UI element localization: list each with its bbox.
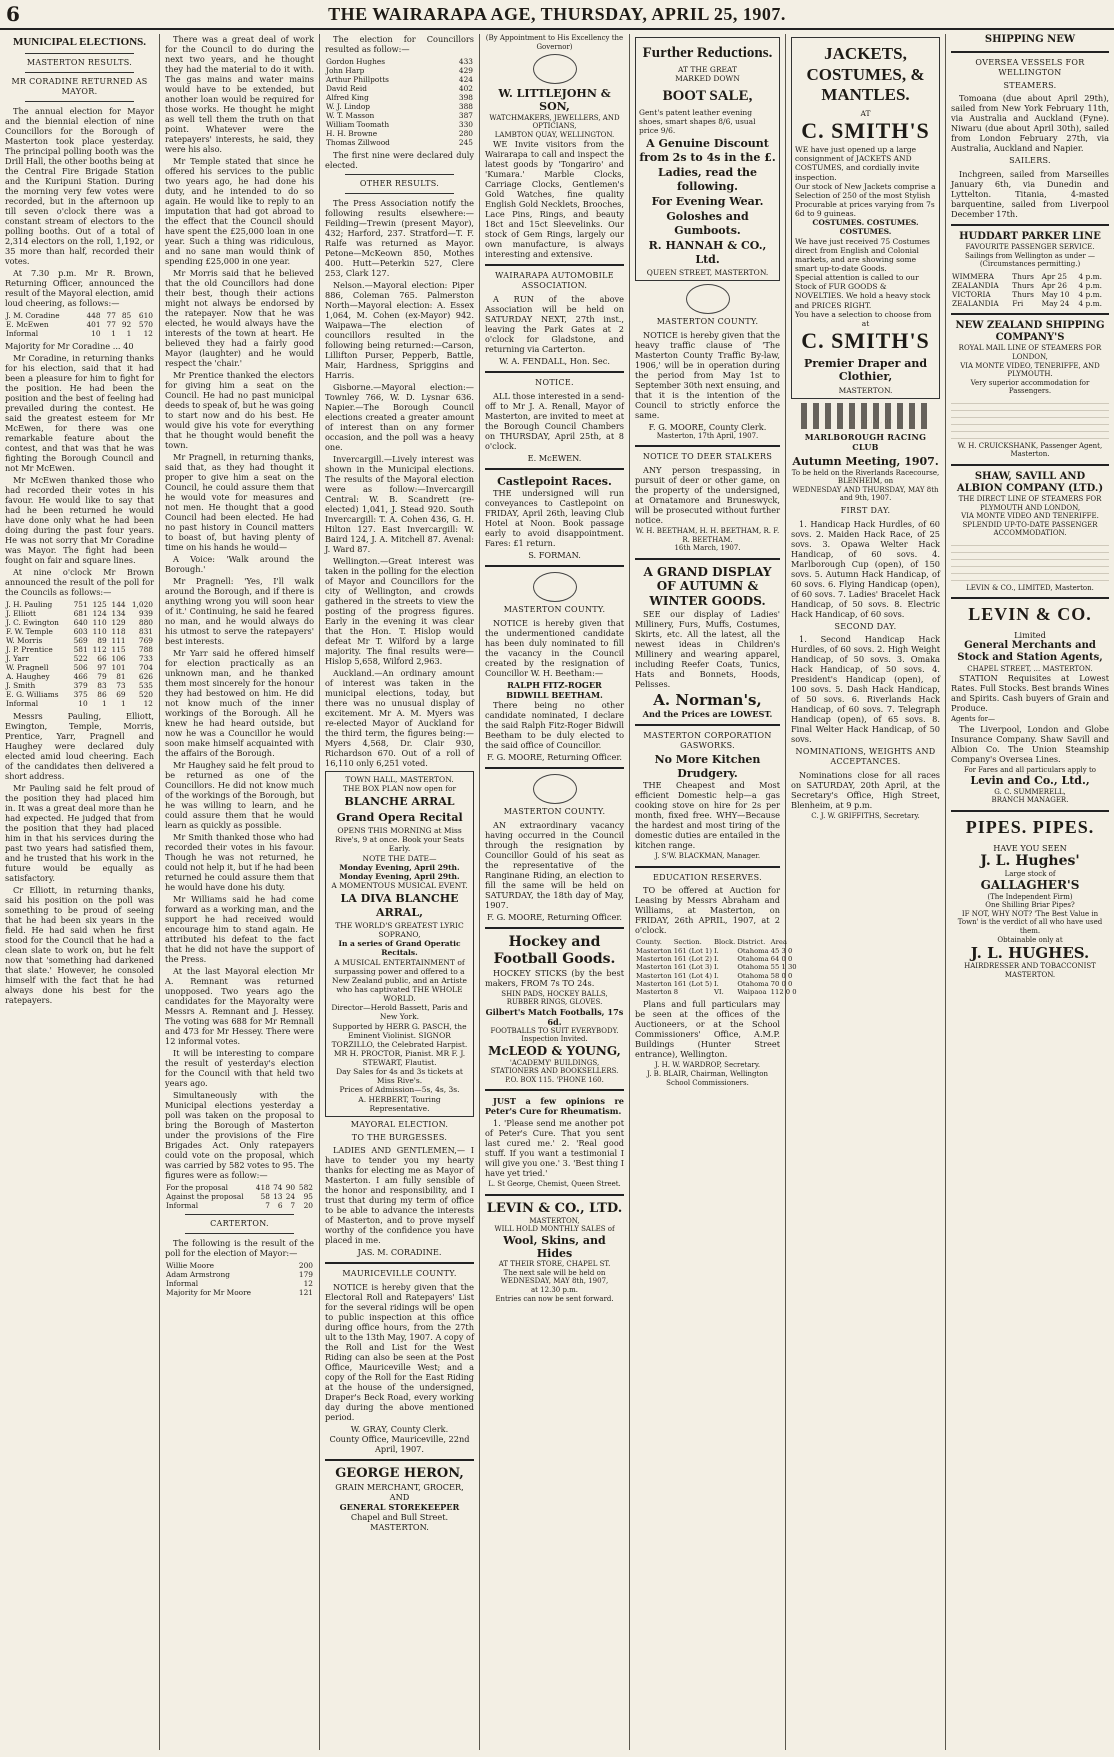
article-paragraph: Mr McEwen thanked those who had recorded their votes in his favour. He would like to say that had he been returned he would have done only what he had been doing during the past four years. He was not sorry that Mr Coradine was Mayor. The fight had been fought on fair and square lines. [5,474,154,565]
newspaper-title: THE WAIRARAPA AGE, THURSDAY, APRIL 25, 1907. [328,4,786,24]
table-row: Willie Moore 200 [166,1260,313,1270]
education-reserves-table [635,938,798,996]
table-row: County. Section. Block. District. Area [636,938,787,947]
masthead [0,0,1114,30]
council-results-table [5,600,154,708]
article-paragraph: Mr Haughey said he felt proud to be returned as one of the Councillors. He did not know much of the workings of the Borough, but he was willing to learn, and he could assure them that he would learn as quickly as possible. [165,760,314,830]
article-paragraph: It will be interesting to compare the result of yesterday's election for the Council with that held two years ago. [165,1048,314,1088]
councillors-table [325,57,474,147]
table-row: David Reid 402 [326,84,473,94]
article-paragraph: NOTICE is hereby given that the Electoral Roll and Ratepayers' List for the several ridings will be open to public inspection at this office during office hours, from the 27th ult to the 13th May, 1907. A copy of the Roll and List for the West Riding can also be seen at the Post Office, Mauriceville West; and a copy of the Roll for the East Riding at the house of the undersigned, Draper's Beck Road, every working day during the above mentioned period. [325,1282,474,1423]
page-number: 6 [6,2,20,26]
table-row: Gordon Hughes 433 [326,57,473,66]
sub-coradine-returned: MR CORADINE RETURNED AS MAYOR. [11,77,148,96]
table-row: W. Pragnell 506 97 101 704 [6,662,153,672]
fire-brigade-poll-table [165,1183,314,1210]
table-row: E. G. Williams 375 86 69 520 [6,690,153,700]
article-paragraph: At nine o'clock Mr Brown announced the result of the poll for the Councils as follows:— [5,566,154,597]
article-paragraph: Nelson.—Mayoral election: Piper 886, Coleman 765. Palmerston North—Mayoral election: A. Essex 1,064, M. Cohen (ex-Mayor) 942. Waipawa—The election of councillors resulted in the following being returned:—Carson, Lillifton Purser, Pepperb, Battle, Mair, Hardness, Spriggins and Harris. [325,280,474,381]
table-row: Majority for Mr Moore 121 [166,1287,313,1297]
table-row: J. C. Ewington 640 110 129 880 [6,617,153,627]
table-row: Masterton 161 (Lot 5) I. Otahoma 70 0 0 [636,979,793,988]
carterton-table [165,1261,314,1297]
article-paragraph: Mr Pauling said he felt proud of the position they had placed him in. It was a great deal more than he had expected. He judged that from the position that they had placed him in that his services during the past two years had satisfied them, and he trusted that his work in the future would be equally as satisfactory. [5,783,154,884]
table-row: J. P. Prentice 581 112 115 788 [6,644,153,654]
table-row: Masterton 161 (Lot 3) I. Otahoma 55 1 30 [636,963,797,972]
column-4: (By Appointment to His Excellency the Governor) W. LITTLEJOHN & SON, WATCHMAKERS, JEWELLERS, AND OPTICIANS, LAMBTON QUAY, WELLINGTON. WE Invite visitors from the Wairarapa to call and inspect the latest goods by 'Tongariro' and 'Kumara.' Marble Clocks, Carriage Clocks, Gentlemen's Gold Watches, fine quality English Gold Necklets, Brooches, Lace Pins, Rings, and beauty 18ct and 15ct Sleevelinks. Our stock of Gem Rings, largely our own manufacture, is always interesting and extensive. WAIRARAPA AUTOMOBILE ASSOCIATION. A RUN of the above Association will be held on SATURDAY NEXT, 27th inst., leaving the Park Gates at 2 o'clock for Gladstone, and returning via Carterton. W. A. FENDALL, Hon. Sec. NOTICE. ALL those interested in a send-off to Mr J. A. Renall, Mayor of Masterton, are invited to meet at the Borough Council Chambers on THURSDAY, April 25th, at 8 o'clock. E. McEWEN. Castlepoint Races. THE undersigned will run conveyances to Castlepoint on FRIDAY, April 26th, leaving Club Hotel at Noon. Book passage early to avoid disappointment. Fares: £1 return. S. FORMAN. MASTERTON COUNTY. NOTICE is hereby given that the undermentioned candidate has been duly nominated to fill the vacancy in the Council created by the resignation of Councillor W. H. Beetham:— RALPH FITZ-ROGER BIDWILL BEETHAM. There being no other candidate nominated, I declare the said Ralph Fitz-Roger Bidwill Beetham to be duly elected to the said office of Councillor. F. G. MOORE, Returning Officer. MASTERTON COUNTY. AN extraordinary vacancy having occurred in the Council through the resignation by Councillor Gould of his seat as the representative of the Ranginane Riding, an election to fill the same will be held on SATURDAY, the 18th day of May, 1907. F. G. MOORE, Returning Officer. Hockey and Football Goods. HOCKEY STICKS (by the best makers, FROM 7s TO 24s. SHIN PADS, HOCKEY BALLS, RUBBER RINGS, GLOVES. Gilbert's Match Footballs, 17s 6d. FOOTBALLS TO SUIT EVERYBODY. Inspection Invited. McLEOD & YOUNG, 'ACADEMY' BUILDINGS, STATIONERS AND BOOKSELLERS. P.O. BOX 115. 'PHONE 160. JUST a few opinions re Peter's Cure for Rheumatism. 1. 'Please send me another pot of Peter's Cure. That you sent last cured me.' 2. 'Real good stuff. If you want a testimonial I will give you one.' 3. 'Best thing I have yet tried.' L. St George, Chemist, Queen Street. LEVIN & CO., LTD. MASTERTON, WILL HOLD MONTHLY SALES of Wool, Skins, and Hides AT THEIR STORE, CHAPEL ST. The next sale will be held on WEDNESDAY, MAY 8th, 1907, at 12.30 p.m. Entries can now be sent forward. [480,34,630,1750]
table-row: For the proposal 418 74 90 582 [166,1183,313,1192]
column-6: JACKETS, COSTUMES, & MANTLES. AT C. SMITH'S WE have just opened up a large consignment of JACKETS AND COSTUMES, and cordially invite inspection. Our stock of New Jackets comprise a Selection of 250 of the most Stylish Procurable at prices varying from 7s 6d to 9 guineas. COSTUMES. COSTUMES. COSTUMES. We have just received 75 Costumes direct from English and Colonial markets, and are showing some smart up-to-date Goods. Special attention is called to our Stock of FUR GOODS & NOVELTIES. We hold a heavy stock and PRICES RIGHT. You have a selection to choose from at C. SMITH'S Premier Draper and Clothier, MASTERTON. MARLBOROUGH RACING CLUB Autumn Meeting, 1907. To be held on the Riverlands Racecourse, BLENHEIM, on WEDNESDAY AND THURSDAY, MAY 8th and 9th, 1907. FIRST DAY. 1. Handicap Hack Hurdles, of 60 sovs. 2. Maiden Hack Race, of 25 sovs. 3. Opawa Welter Hack Handicap, of 60 sovs. 4. Marlborough Cup (open), of 150 sovs. 5. Autumn Hack Handicap, of 60 sovs. 6. Flying Handicap (open), of 60 sovs. 7. Ladies' Bracelet Hack Handicap, of 50 sovs. 8. Electric Hack Handicap, of 60 sovs. SECOND DAY. 1. Second Handicap Hack Hurdles, of 60 sovs. 2. High Weight Handicap, of 50 sovs. 3. Omaka Hack Handicap, of 50 sovs. 4. President's Handicap (open), of 100 sovs. 5. Dash Hack Handicap, of 50 sovs. 6. Riverlands Hack Handicap, of 60 sovs. 7. Telegraph Handicap (open), of 65 sovs. 8. Final Welter Hack Handicap, of 50 sovs. NOMINATIONS, WEIGHTS AND ACCEPTANCES. Nominations close for all races on SATURDAY, 20th April, at the Secretary's Office, High Street, Blenheim, at 9 p.m. C. J. W. GRIFFITHS, Secretary. [786,34,946,1750]
column-2 [160,34,320,1750]
table-row: J. H. Pauling 751 125 144 1,020 [6,599,153,609]
article-paragraph: The election for Councillors resulted as follow:— [325,34,474,54]
table-row: Informal 12 [166,1278,313,1288]
article-paragraph: At 7.30 p.m. Mr R. Brown, Returning Officer, announced the result of the Mayoral election, amid loud cheering, as follows:— [5,267,154,308]
table-row: Informal 7 6 7 20 [166,1201,313,1211]
article-paragraph: There was a great deal of work for the Council to do during the next two years, and he thought they had the material to do it with. The gas mains and water mains would have to be extended, but another loan would be required for those works. He thought he might as well tell them the truth on that point. Whatever were the ratepayers' interests, he said, they were his also. [165,34,314,154]
article-paragraph: Auckland.—An ordinary amount of interest was taken in the municipal elections, today, but there was no unusual display of excitement. Mr A. M. Myers was re-elected Mayor of Auckland for the third term, the figures being:—Myers 4,568, Dr. Clair 930, Richardson 670. Out of a roll of 16,110 only 6,251 voted. [325,668,474,769]
article-paragraph: A Voice: 'Walk around the Borough.' [165,554,314,574]
carterton-heading: CARTERTON. [210,1219,269,1229]
table-row: H. H. Browne 280 [326,129,473,139]
article-paragraph: Cr Elliott, in returning thanks, said his position on the poll was something to be proud of seeing that he had been six years in the field. He had said when he first stood for the Council that he had a clean slate to work on, but he felt now that 'something had darkened that slate.' However, he consoled himself with the fact that he had always done his best for the ratepayers. [5,885,154,1006]
article-paragraph: Mr Morris said that he believed that the old Councillors had done their best, though their actions might not always be endorsed by the ratepayer. Now that he was elected, he would always have the interests of the town at heart. He believed they had a fairly good Mayor (laughter) and he would respect the 'chair.' [165,268,314,368]
mauriceville-heading: MAURICEVILLE COUNTY. [342,1269,457,1279]
column-5: Further Reductions. AT THE GREAT MARKED DOWN BOOT SALE, Gent's patent leather evening shoes, smart shapes 8/6, usual price 9/6. A Genuine Discount from 2s to 4s in the £. Ladies, read the following. For Evening Wear. Goloshes and Gumboots. R. HANNAH & CO., Ltd. QUEEN STREET, MASTERTON. MASTERTON COUNTY. NOTICE is hereby given that the heavy traffic clause of 'The Masterton County Traffic By-law, 1906,' will be in operation during the period from May 1st to September 30th next ensuing, and that it is the intention of the Council to strictly enforce the same. F. G. MOORE, County Clerk. Masterton, 17th April, 1907. NOTICE TO DEER STALKERS ANY person trespassing, in pursuit of deer or other game, on the property of the undersigned, at Ornatamore and Bruneswyck, will be prosecuted without further notice. W. H. BEETHAM, H. H. BEETHAM, R. F. R. BEETHAM. 16th March, 1907. A GRAND DISPLAY OF AUTUMN & WINTER GOODS. SEE our display of Ladies' Millinery, Furs, Muffs, Costumes, Skirts, etc. All the latest, all the newest ideas in Children's Millinery and wearing apparel, including Reefer Coats, Tunics, Hats and Bonnets, Hoods, Pelisses. A. Norman's, And the Prices are LOWEST. MASTERTON CORPORATION GASWORKS. No More Kitchen Drudgery. THE Cheapest and Most efficient Domestic help—a gas cooking stove on hire for 2s per month, fixed free. WHY—Because the hardest and most tiring of the domestic duties are entailed in the kitchen range. J. S'W. BLACKMAN, Manager. EDUCATION RESERVES. TO be offered at Auction for Leasing by Messrs Abraham and Williams, at Masterton, on FRIDAY, 26th APRIL, 1907, at 2 o'clock. County. Section. Block. District. Area Masterton 161 (Lot 1) I. Otahoma 45 3 0 Masterton 161 (Lot 2) I. Otahoma 64 0 0 Masterton 161 (Lot 3) I. Otahoma 55 1 30 Masterton 161 (Lot 4) I. Otahoma 58 0 0 Masterton 161 (Lot 5) I. Otahoma 70 0 0 Masterton 8 VI. Waipaoa 112 0 0 Plans and full particulars may be seen at the offices of the Auctioneers, or at the School Commissioners' Office, A.M.P. Buildings (Hunter Street entrance), Wellington. J. H. W. WARDROP, Secretary. J. B. BLAIR, Chairman, Wellington School Commissioners. [630,34,786,1750]
table-row: Masterton 8 VI. Waipaoa 112 0 0 [636,988,797,997]
table-row: Informal 10 1 1 12 [6,699,153,709]
article-paragraph: Invercargill.—Lively interest was shown in the Municipal elections. The results of the Mayoral election were as follow:—Invercargill Central: W. B. Scandrett (re-elected) 1,041, J. Stead 920. South Invercargill: T. A. Cohen 436, G. H. Hilton 127. East Invercargill: W. Baird 124, J. A. Mitchell 87. Avenal: J. Ward 87. [325,454,474,555]
table-row: VICTORIA Thurs May 10 4 p.m. [952,290,1102,300]
table-row: Adam Armstrong 179 [166,1269,313,1279]
majority-line: Majority for Mr Coradine ... 40 [5,340,134,351]
table-row: Informal 10 1 1 12 [6,328,153,338]
article-paragraph: The first nine were declared duly elected. [325,150,474,171]
article-paragraph: Mr Temple stated that since he offered his services to the public two years ago, he had done his duty, and he intended to do so again. He would like to reply to an imputation that had got abroad to the effect that the Council should have spent the £25,000 loan in one year. Such a thing was ridiculous, and no sane man would think of spending £25,000 in one year. [165,156,314,266]
mayor-results-table [5,311,154,338]
sailings-schedule-table [951,541,1109,581]
smith-jackets-ad: JACKETS, COSTUMES, & MANTLES. AT C. SMITH'S WE have just opened up a large consignment of JACKETS AND COSTUMES, and cordially invite inspection. Our stock of New Jackets comprise a Selection of 250 of the most Stylish Procurable at prices varying from 7s 6d to 9 guineas. COSTUMES. COSTUMES. COSTUMES. We have just received 75 Costumes direct from English and Colonial markets, and are showing some smart up-to-date Goods. Special attention is called to our Stock of FUR GOODS & NOVELTIES. We hold a heavy stock and PRICES RIGHT. You have a selection to choose from at C. SMITH'S Premier Draper and Clothier, MASTERTON. [791,37,940,399]
table-row: W. T. Masson 387 [326,111,473,121]
county-seal-icon [686,284,730,314]
table-row: J. M. Coradine 448 77 85 610 [6,310,153,320]
hannah-boot-sale-ad: Further Reductions. AT THE GREAT MARKED DOWN BOOT SALE, Gent's patent leather evening shoes, smart shapes 8/6, usual price 9/6. A Genuine Discount from 2s to 4s in the £. Ladies, read the following. For Evening Wear. Goloshes and Gumboots. R. HANNAH & CO., Ltd. QUEEN STREET, MASTERTON. [635,37,780,281]
column-1 [0,34,160,1750]
article-paragraph: Messrs Pauling, Elliott, Ewington, Temple, Morris, Prentice, Yarr, Pragnell and Haughey were declared duly elected amid loud cheering. Each of the candidates then delivered a short address. [5,711,154,782]
table-row: E. McEwen 401 77 92 570 [6,319,153,329]
sub-masterton-results: MASTERTON RESULTS. [26,58,133,68]
table-row: J. Yarr 522 66 106 733 [6,653,153,663]
royal-arms-icon [533,54,577,84]
huddart-sailings-table [951,272,1109,308]
sailings-schedule-table [951,399,1109,439]
table-row: Masterton 161 (Lot 1) I. Otahoma 45 3 0 [636,946,793,955]
table-row: J. Smith 379 83 73 535 [6,681,153,691]
table-row: John Harp 429 [326,66,473,76]
table-row: ZEALANDIA Fri May 24 4 p.m. [952,299,1102,309]
table-row: Thomas Zillwood 245 [326,138,473,148]
article-paragraph: Mr Smith thanked those who had recorded their votes in his favour. Though he was not returned, he could not help it, but if he had been returned he could assure them that he would have done his duty. [165,832,314,892]
article-paragraph: Simultaneously with the Municipal elections yesterday a poll was taken on the proposal to bring the Borough of Masterton under the provisions of the Fire Brigades Act. Only ratepayers could vote on the proposal, which was carried by 582 votes to 95. The figures were as follow:— [165,1090,314,1180]
heron-name: GEORGE HERON, [335,1466,464,1482]
county-seal-icon [533,572,577,602]
racehorses-illustration-icon [801,403,931,429]
article-paragraph: The Press Association notify the following results elsewhere:— Feilding—Trewin (present Mayor), 432; Harford, 237. Stratford—T. F. Ralfe was returned as Mayor. Petone—McKeown 850, Mothes 400. Hutt—Peterkin 527, Clere 253, Clark 127. [325,198,474,279]
article-paragraph: Mr Williams said he had come forward as a working man, and the support he had received would encourage him to stand again. He attributed his defeat to the fact that he did not have the support of the Press. [165,894,314,964]
article-paragraph: LADIES AND GENTLEMEN,— I have to tender you my hearty thanks for electing me as Mayor of Masterton. I am fully sensible of the honor and responsibility, and I trust that during my term of office to be able to advance the interests of Masterton, and to prove myself worthy of the confidence you have placed in me. [325,1145,474,1246]
article-paragraph: Mr Yarr said he offered himself for election practically as an unknown man, and he thanked them most sincerely for the honour they had bestowed on him. He did not know much of the inner workings of the Borough. All he knew he had heard outside, but now he was a Councillor he would soon make himself acquainted with the affairs of the Borough. [165,648,314,758]
county-seal-icon [533,774,577,804]
article-paragraph: The following is the result of the poll for the election of Mayor:— [165,1237,314,1258]
table-row: W. J. Lindop 388 [326,102,473,112]
article-paragraph: The annual election for Mayor and the biennial election of nine Councillors for the Borough of Masterton took place yesterday. The principal polling booth was the Drill Hall, the other booths being at the Central Fire Brigade Station and the Kuripuni Station. During the morning very few votes were recorded, but in the afternoon up till seven o'clock there was a constant stream of electors to the polling booths. Out of a total of 2,314 electors on the roll, 1,192, or 35 more than half, recorded their votes. [5,105,154,266]
table-row: Masterton 161 (Lot 2) I. Otahoma 64 0 0 [636,955,793,964]
table-row: WIMMERA Thurs Apr 25 4 p.m. [952,271,1102,281]
table-row: William Toomath 330 [326,120,473,130]
littlejohn-name: W. LITTLEJOHN & SON, [498,87,611,114]
town-hall-ad: TOWN HALL, MASTERTON. THE BOX PLAN now open for BLANCHE ARRAL Grand Opera Recital OPENS THIS MORNING at Miss Rive's, 9 at once. Book your Seats Early. NOTE THE DATE— Monday Evening, April 29th. Monday Evening, April 29th. A MOMENTOUS MUSICAL EVENT. LA DIVA BLANCHE ARRAL, THE WORLD'S GREATEST LYRIC SOPRANO, In a series of Grand Operatic Recitals. A MUSICAL ENTERTAINMENT of surpassing power and offered to a New Zealand public, and an Artiste who has captivated THE WHOLE WORLD. Director—Herold Bassett, Paris and New York. Supported by HERR G. PASCH, the Eminent Violinist. SIGNOR TORZILLO, the Celebrated Harpist. MR H. PROCTOR, Pianist. MR F. J. STEWART, Flautist. Day Sales for 4s and 3s tickets at Miss Rive's. Prices of Admission—5s, 4s, 3s. A. HERBERT, Touring Representative. [325,771,474,1117]
table-row: Against the proposal 58 13 24 95 [166,1192,313,1202]
article-paragraph: Mr Coradine, in returning thanks for his election, said that it had been a pleasure for him to fight for the position. He had been the position and the best of feeling had prevailed during the contest. He said the greatest esteem for Mr McEwen, for there was one remarkable feature about the contest, and that was that he was fighting the Borough Council and not Mr McEwen. [5,352,154,473]
article-paragraph: Mr Prentice thanked the electors for giving him a seat on the Council. He had no past municipal deeds to speak of, but he was going to start now and do his best. He would give his vote for everything that he thought would benefit the town. [165,370,314,450]
article-paragraph: Wellington.—Great interest was taken in the polling for the election of Mayor and Councillors for the city of Wellington, and crowds gathered in the streets to view the posting of the progress figures. Early in the evening it was clear that the Hon. T. Hislop would defeat Mr T. Wilford by a large majority. The final results were—Hislop 5,658, Wilford 2,963. [325,556,474,667]
article-paragraph: Mr Pragnell, in returning thanks, said that, as they had thought it proper to give him a seat on the Council, he could assure them that he would vote for measures and not men. He thought that a good Council had been elected. He had no past history in Council matters to boast of, but having plenty of time on his hands he would— [165,452,314,552]
table-row: Masterton 161 (Lot 4) I. Otahoma 58 0 0 [636,971,793,980]
article-paragraph: Gisborne.—Mayoral election:—Townley 766, W. D. Lysnar 636. Napier.—The Borough Council elections created a greater amount of interest than on any former occasion, and the poll was a heavy one. [325,382,474,453]
article-paragraph: Mr Pragnell: 'Yes, I'll walk around the Borough, and if there is anything wrong you will soon hear of it.' Continuing, he said he feared no man, and he would always do his utmost to serve the ratepayers' best interests. [165,576,314,646]
table-row: Alfred King 398 [326,93,473,103]
shipping-heading: SHIPPING NEW [984,34,1076,45]
table-row: A. Haughey 466 79 81 626 [6,672,153,681]
table-row: F. W. Temple 603 110 118 831 [6,626,153,636]
other-results-heading: OTHER RESULTS. [359,179,440,189]
table-row: Arthur Phillpotts 424 [326,75,473,85]
table-row: J. Elliott 681 124 134 939 [6,608,153,618]
table-row: W. Morris 569 89 111 769 [6,635,153,645]
article-paragraph: At the last Mayoral election Mr A. Remnant was returned unopposed. Two years ago the candidates for the Mayoralty were Messrs A. Remnant and J. Hessey. The voting was 688 for Mr Remnall and 473 for Mr Hessey. There were 12 informal votes. [165,966,314,1046]
mayoral-election-heading: MAYORAL ELECTION. [350,1119,449,1129]
column-7: SHIPPING NEW OVERSEA VESSELS FOR WELLINGTON STEAMERS. Tomoana (due about April 29th), sailed from New York February 11th, via Australia and Auckland (Fyne). Niwaru (due about April 30th), sailed from London February 27th, via Australia, Auckland and Napier. SAILERS. Inchgreen, sailed from Marseilles January 6th, via Dunedin and Lyttelton. Titania, 4-masted barquentine, sailed from Liverpool December 17th. HUDDART PARKER LINE FAVOURITE PASSENGER SERVICE. Sailings from Wellington as under — (Circumstances permitting.) WIMMERA Thurs Apr 25 4 p.m. ZEALANDIA Thurs Apr 26 4 p.m. VICTORIA Thurs May 10 4 p.m. ZEALANDIA Fri May 24 4 p.m. NEW ZEALAND SHIPPING COMPANY'S ROYAL MAIL LINE OF STEAMERS FOR LONDON, VIA MONTE VIDEO, TENERIFFE, AND PLYMOUTH. Very superior accommodation for Passengers. W. H. CRUICKSHANK, Passenger Agent, Masterton. SHAW, SAVILL AND ALBION COMPANY (LTD.) THE DIRECT LINE OF STEAMERS FOR PLYMOUTH AND LONDON, VIA MONTE VIDEO AND TENERIFFE. SPLENDID UP-TO-DATE PASSENGER ACCOMMODATION. LEVIN & CO., LIMITED, Masterton. LEVIN & CO. Limited General Merchants and Stock and Station Agents, CHAPEL STREET, ... MASTERTON. STATION Requisites at Lowest Rates. Full Stocks. Best brands Wines and Spirits. Cash buyers of Grain and Produce. Agents for— The Liverpool, London and Globe Insurance Company. Shaw Savill and Albion Co. The Union Steamship Company's Oversea Lines. For Fares and all particulars apply to Levin and Co., Ltd., G. C. SUMMERELL, BRANCH MANAGER. PIPES. PIPES. HAVE YOU SEEN J. L. Hughes' Large stock of GALLAGHER'S (The Independent Firm) One Shilling Briar Pipes? IF NOT, WHY NOT? 'The Best Value in Town' is the verdict of all who have used them. Obtainable only at J. L. HUGHES. HAIRDRESSER AND TOBACCONIST MASTERTON. [951,34,1109,979]
column-3: The election for Councillors resulted as follow:— Gordon Hughes 433 John Harp 429 Arthur Phillpotts 424 David Reid 402 Alfred King 398 W. J. Lindop 388 W. T. Masson 387 William Toomath 330 H. H. Browne 280 Thomas Zillwood 245 The first nine were declared duly elected. OTHER RESULTS. The Press Association notify the following results elsewhere:— Feilding—Trewin (present Mayor), 432; Harford, 237. Stratford—T. F. Ralfe was returned as Mayor. Petone—McKeown 850, Mothes 400. Hutt—Peterkin 527, Clere 253, Clark 127. Nelson.—Mayoral election: Piper 886, Coleman 765. Palmerston North—Mayoral election: A. Essex 1,064, M. Cohen (ex-Mayor) 942. Waipawa—The election of councillors resulted in the following being returned:—Carson, Lillifton Purser, Pepperb, Battle, Mair, Hardness, Spriggins and Harris. Gisborne.—Mayoral election:—Townley 766, W. D. Lysnar 636. Napier.—The Borough Council elections created a greater amount of interest than on any former occasion, and the poll was a heavy one. Invercargill.—Lively interest was shown in the Municipal elections. The results of the Mayoral election were as follow:—Invercargill Central: W. B. Scandrett (re-elected) 1,041, J. Stead 920. South Invercargill: T. A. Cohen 436, G. H. Hilton 127. East Invercargill: W. Baird 124, J. A. Mitchell 87. Avenal: J. Ward 87. Wellington.—Great interest was taken in the polling for the election of Mayor and Councillors for the city of Wellington, and crowds gathered in the streets to view the posting of the progress figures. Early in the evening it was clear that the Hon. T. Hislop would defeat Mr T. Wilford by a large majority. The final results were—Hislop 5,658, Wilford 2,963. Auckland.—An ordinary amount of interest was taken in the municipal elections, today, but there was no unusual display of excitement. Mr A. M. Myers was re-elected Mayor of Auckland for the third term, the figures being:—Myers 4,568, Dr. Clair 930, Richardson 670. Out of a roll of 16,110 only 6,251 voted. TOWN HALL, MASTERTON. THE BOX PLAN now open for BLANCHE ARRAL Grand Opera Recital OPENS THIS MORNING at Miss Rive's, 9 at once. Book your Seats Early. NOTE THE DATE— Monday Evening, April 29th. Monday Evening, April 29th. A MOMENTOUS MUSICAL EVENT. LA DIVA BLANCHE ARRAL, THE WORLD'S GREATEST LYRIC SOPRANO, In a series of Grand Operatic Recitals. A MUSICAL ENTERTAINMENT of surpassing power and offered to a New Zealand public, and an Artiste who has captivated THE WHOLE WORLD. Director—Herold Bassett, Paris and New York. Supported by HERR G. PASCH, the Eminent Violinist. SIGNOR TORZILLO, the Celebrated Harpist. MR H. PROCTOR, Pianist. MR F. J. STEWART, Flautist. Day Sales for 4s and 3s tickets at Miss Rive's. Prices of Admission—5s, 4s, 3s. A. HERBERT, Touring Representative. MAYORAL ELECTION. TO THE BURGESSES. LADIES AND GENTLEMEN,— I have to tender you my hearty thanks for electing me as Mayor of Masterton. I am fully sensible of the honor and responsibility, and I trust that during my term of office to be able to advance the interests of Masterton, and to prove myself worthy of the confidence you have placed in me. JAS. M. CORADINE. MAURICEVILLE COUNTY. NOTICE is hereby given that the Electoral Roll and Ratepayers' List for the several ridings will be open to public inspection at this office during office hours, from the 27th ult to the 13th May, 1907. A copy of the Roll and List for the West Riding can also be seen at the Post Office, Mauriceville West; and a copy of the Roll for the East Riding at the house of the undersigned, Draper's Beck Road, every working day during the above mentioned period. W. GRAY, County Clerk. County Office, Mauriceville, 22nd April, 1907. GEORGE HERON, GRAIN MERCHANT, GROCER, AND GENERAL STOREKEEPER Chapel and Bull Street. MASTERTON. [320,34,480,1750]
table-row: ZEALANDIA Thurs Apr 26 4 p.m. [952,281,1102,290]
heading-municipal-elections: MUNICIPAL ELECTIONS. [12,36,147,48]
